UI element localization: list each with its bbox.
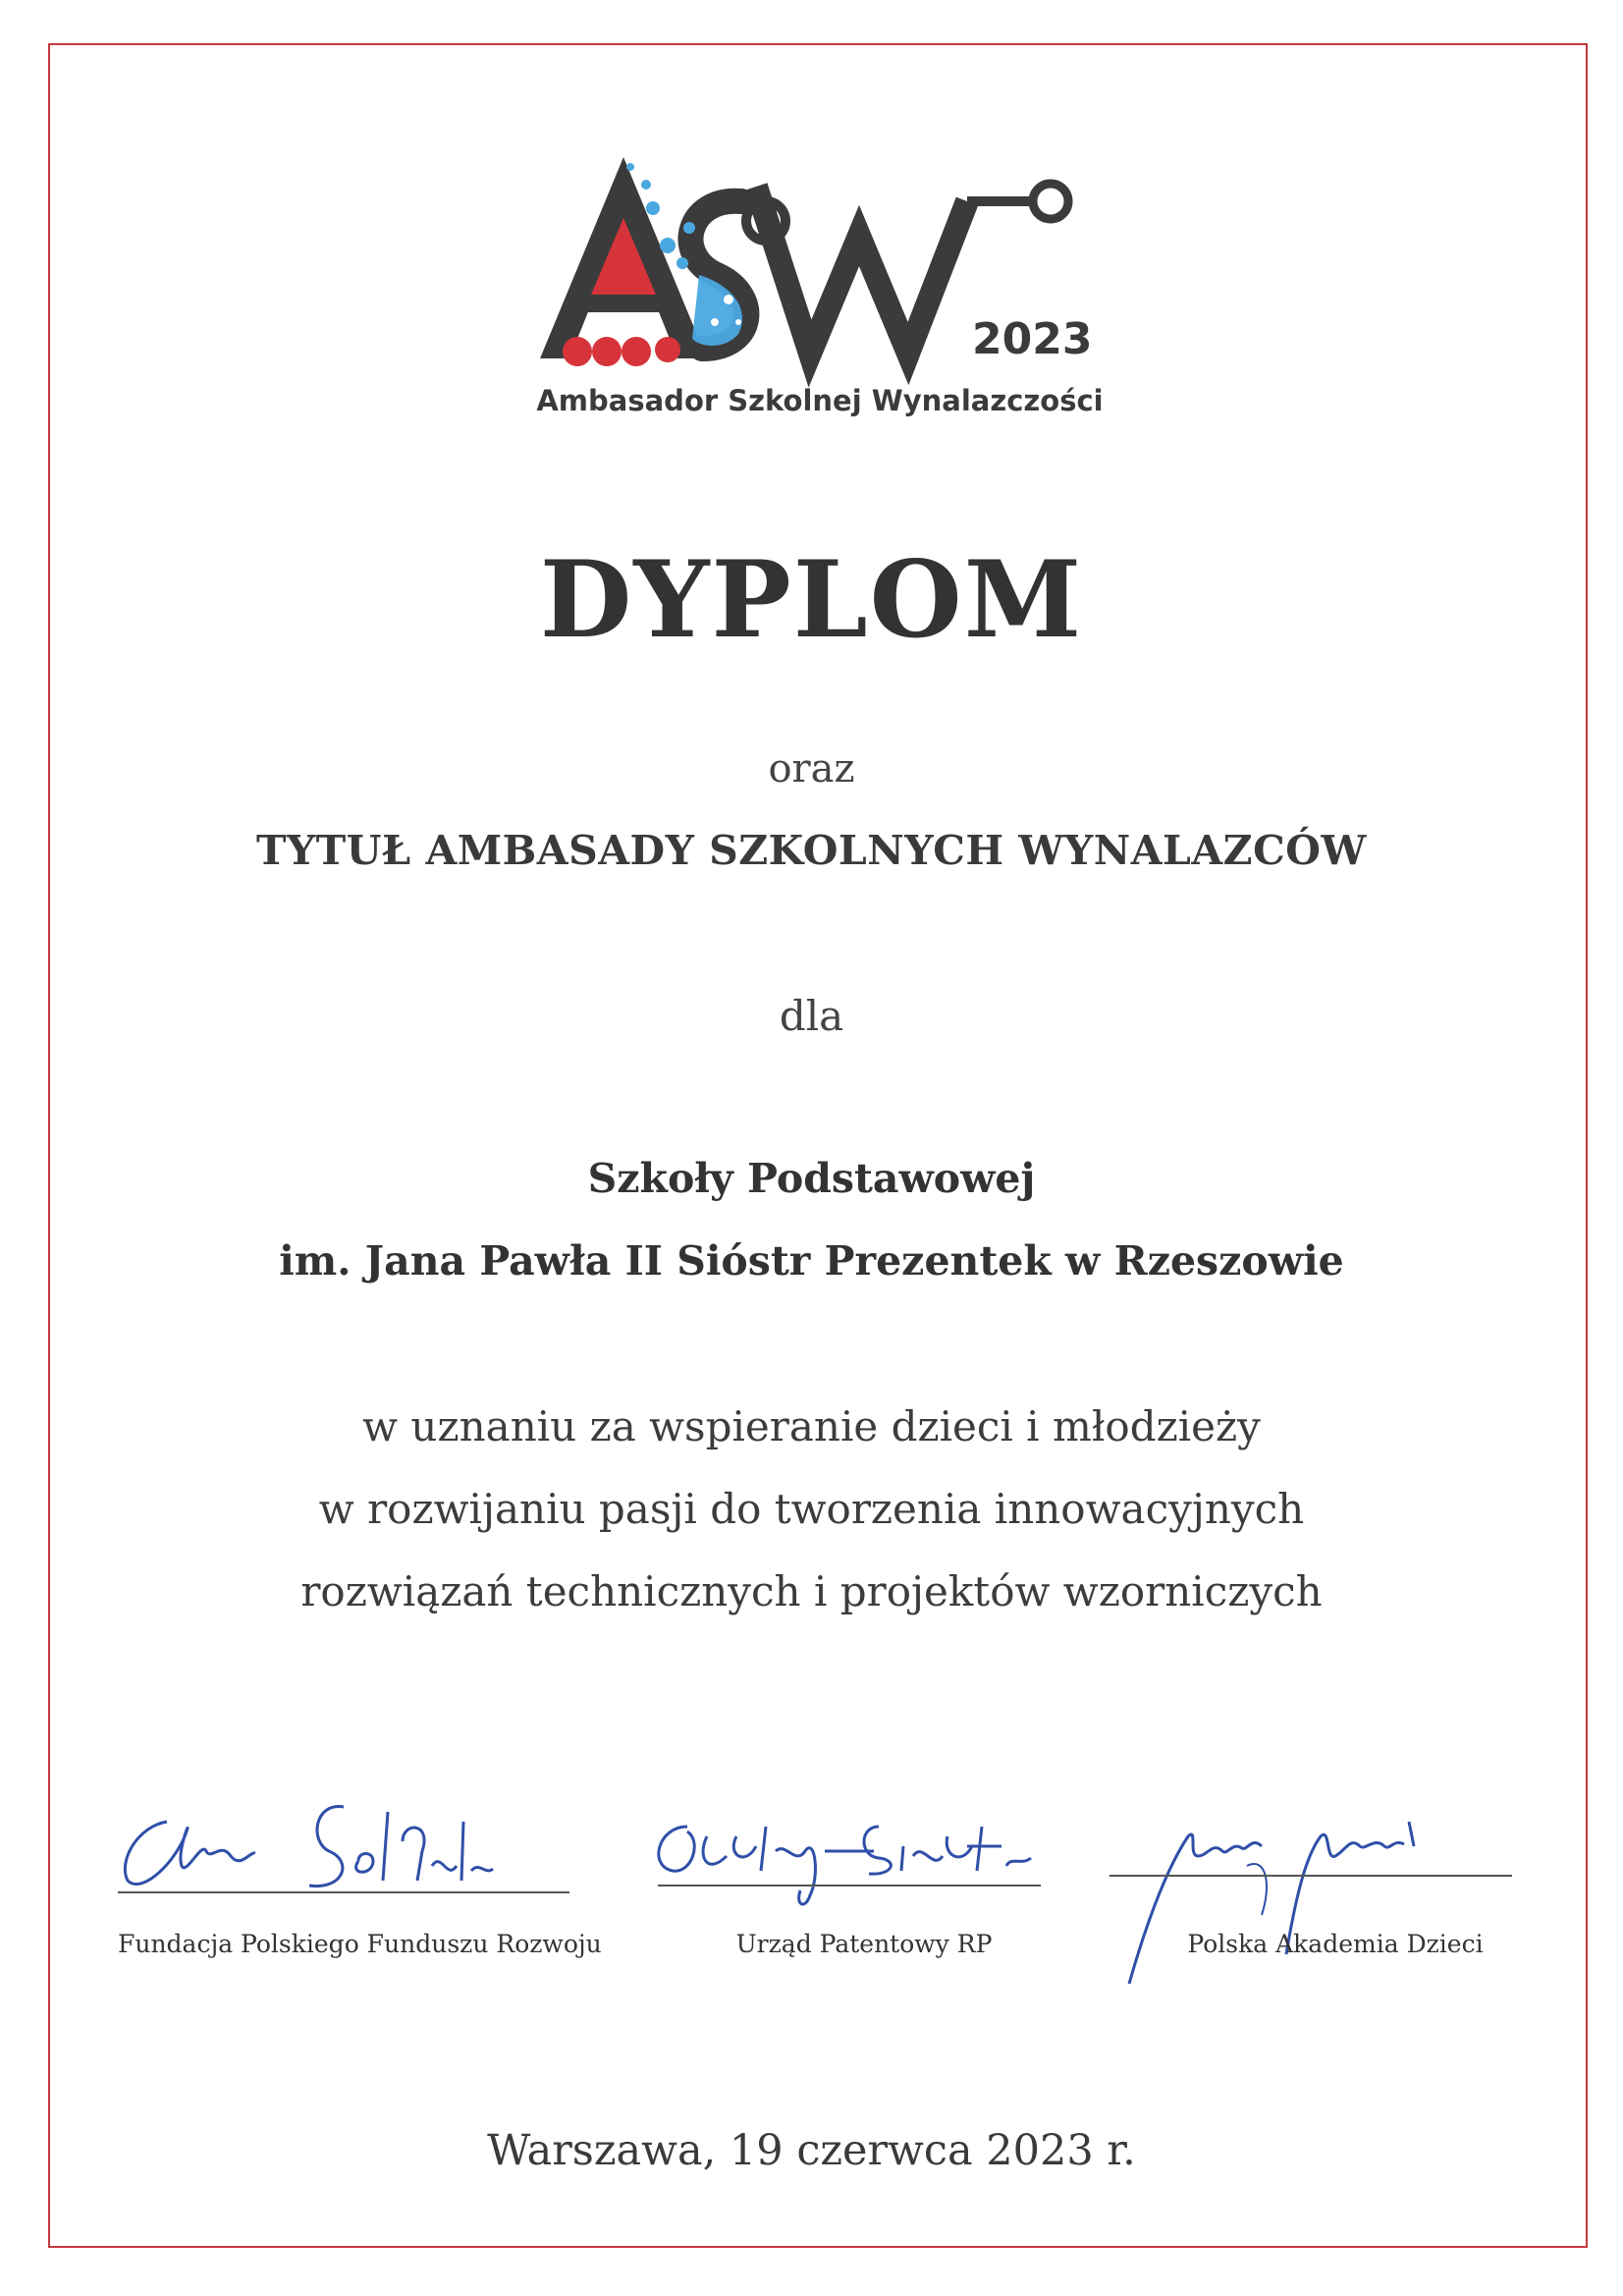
recognition-line-2: w rozwijaniu pasji do tworzenia innowacyjnych	[318, 1485, 1305, 1533]
diploma-title: DYPLOM	[539, 538, 1084, 662]
asw-logo-graphic	[530, 147, 1109, 422]
award-title: TYTUŁ AMBASADY SZKOLNYCH WYNALAZCÓW	[256, 827, 1367, 874]
asw-logo	[530, 147, 1109, 422]
recipient-line-2: im. Jana Pawła II Sióstr Prezentek w Rzeszowie	[279, 1237, 1344, 1285]
place-date: Warszawa, 19 czerwca 2023 r.	[487, 2126, 1136, 2175]
for-word: dla	[779, 992, 844, 1040]
signature-3	[1090, 1797, 1522, 1994]
logo-year: 2023	[972, 314, 1093, 364]
recipient-line-1: Szkoły Podstawowej	[587, 1155, 1036, 1202]
signatory-org-2: Urząd Patentowy RP	[735, 1930, 993, 1958]
conjunction-text: oraz	[768, 746, 855, 792]
signatory-org-3: Polska Akademia Dzieci	[1187, 1930, 1484, 1958]
signatory-org-1: Fundacja Polskiego Funduszu Rozwoju	[118, 1930, 602, 1958]
recognition-line-1: w uznaniu za wspieranie dzieci i młodzieży	[362, 1402, 1261, 1450]
signature-2	[648, 1797, 1060, 1935]
recognition-line-3: rozwiązań technicznych i projektów wzorniczych	[300, 1567, 1323, 1615]
logo-caption: Ambasador Szkolnej Wynalazczości	[536, 384, 1104, 417]
signature-1	[108, 1782, 579, 1900]
